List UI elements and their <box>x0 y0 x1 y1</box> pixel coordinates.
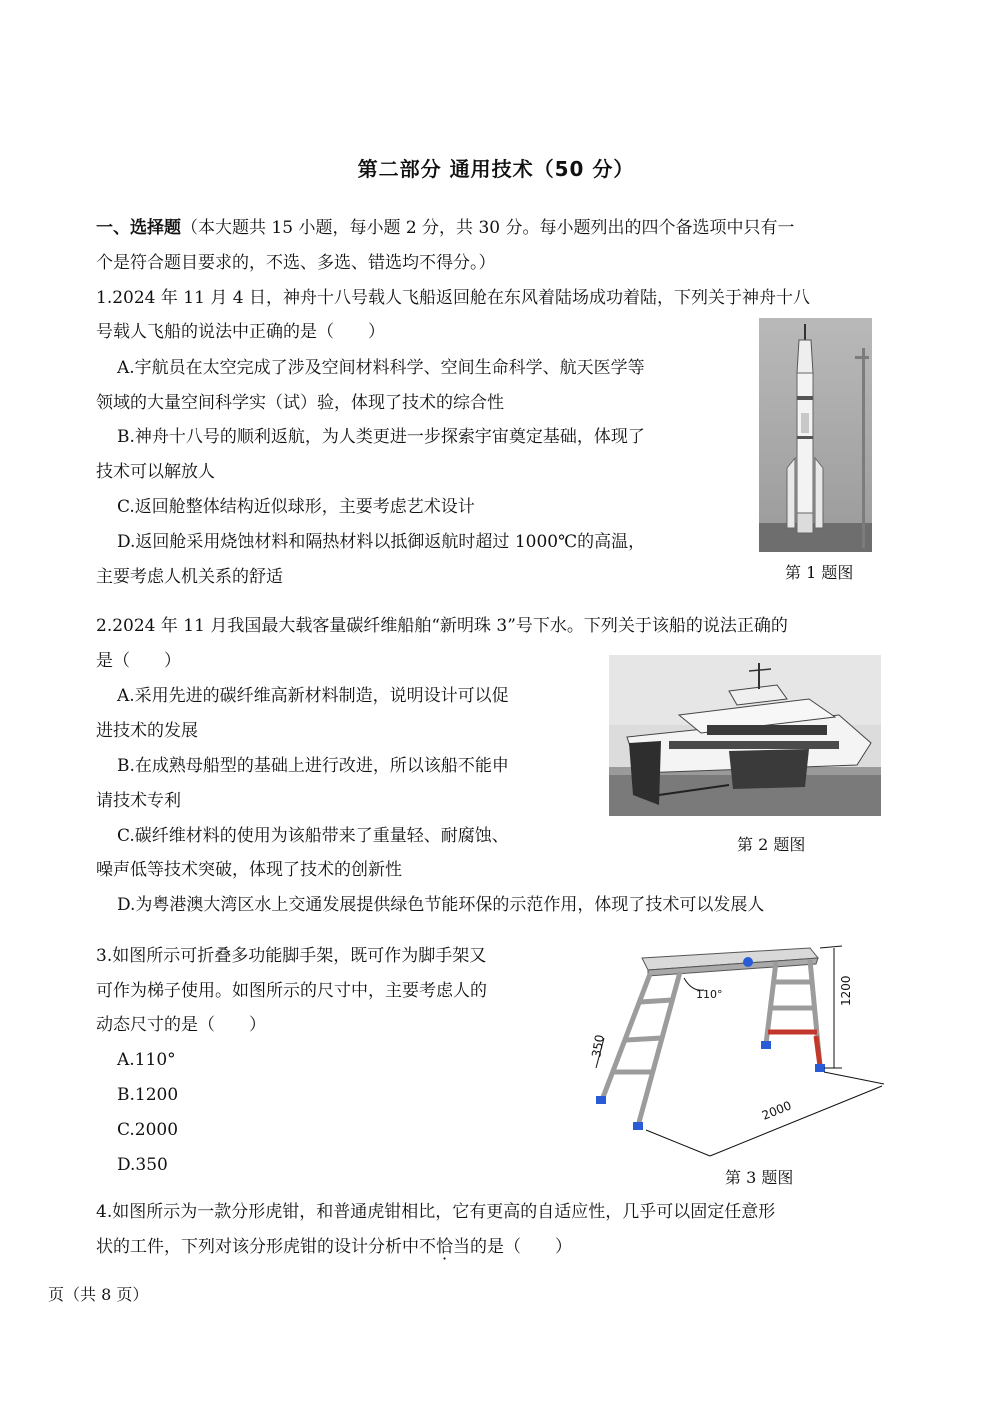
q2-option-b-2: 请技术专利 <box>96 791 181 811</box>
q1-stem-2: 号载人飞船的说法中正确的是（ ） <box>96 322 385 342</box>
page-footer: 页（共 8 页） <box>48 1285 149 1304</box>
section-heading: 一、选择题 <box>96 218 181 238</box>
q4-stem-2 <box>96 1235 572 1259</box>
scaffold-figure <box>580 940 890 1162</box>
q1-option-b-1: B.神舟十八号的顺利返航，为人类更进一步探索宇宙奠定基础，体现了 <box>117 427 645 447</box>
dimension-angle-label: 110° <box>696 988 723 1001</box>
q2-stem-2: 是（ ） <box>96 651 181 671</box>
q4-stem-2-part-1: 状的工件，下列对该分形虎钳的设计分析中 <box>96 1237 419 1257</box>
q3-stem-3: 动态尺寸的是（ ） <box>96 1015 266 1035</box>
q1-option-d-2: 主要考虑人机关系的舒适 <box>96 567 283 587</box>
q2-stem-1: 2.2024 年 11 月我国最大载客量碳纤维船舶“新明珠 3”号下水。下列关于该船的说法正确的 <box>96 616 788 636</box>
q4-emphasis-text: 不恰当 <box>419 1237 470 1257</box>
q1-figure-caption: 第 1 题图 <box>785 563 854 582</box>
page-title: 第二部分 通用技术（50 分） <box>357 157 635 181</box>
section-intro-text: （本大题共 15 小题，每小题 2 分，共 30 分。每小题列出的四个备选项中只有一 <box>181 218 795 238</box>
q3-stem-2: 可作为梯子使用。如图所示的尺寸中，主要考虑人的 <box>96 981 487 1001</box>
ship-figure <box>609 655 881 816</box>
q1-option-d-1: D.返回舱采用烧蚀材料和隔热材料以抵御返航时超过 1000℃的高温， <box>117 532 646 552</box>
dimension-height-label: 1200 <box>839 975 853 1006</box>
q2-option-b-1: B.在成熟母船型的基础上进行改进，所以该船不能申 <box>117 756 509 776</box>
q1-option-a-2: 领域的大量空间科学实（试）验，体现了技术的综合性 <box>96 393 504 413</box>
section-intro-line-2: 个是符合题目要求的，不选、多选、错选均不得分。） <box>96 253 496 273</box>
dimension-length-label: 2000 <box>759 1098 794 1123</box>
q2-figure-caption: 第 2 题图 <box>737 835 806 854</box>
q3-stem-1: 3.如图所示可折叠多功能脚手架，既可作为脚手架又 <box>96 946 487 966</box>
q1-option-c: C.返回舱整体结构近似球形，主要考虑艺术设计 <box>117 497 475 517</box>
q1-option-b-2: 技术可以解放人 <box>96 462 215 482</box>
section-intro-line-1 <box>96 216 795 240</box>
rocket-figure <box>759 318 872 552</box>
q2-option-c-2: 噪声低等技术突破，体现了技术的创新性 <box>96 860 402 880</box>
q3-option-d: D.350 <box>117 1155 168 1175</box>
q3-option-c: C.2000 <box>117 1120 179 1140</box>
q4-stem-2-part-3: 的是（ ） <box>470 1237 572 1257</box>
q2-option-d: D.为粤港澳大湾区水上交通发展提供绿色节能环保的示范作用，体现了技术可以发展人 <box>117 895 765 915</box>
q2-option-a-2: 进技术的发展 <box>96 721 198 741</box>
q1-option-a-1: A.宇航员在太空完成了涉及空间材料科学、空间生命科学、航天医学等 <box>117 358 645 378</box>
q3-option-b: B.1200 <box>117 1085 179 1105</box>
q3-figure-caption: 第 3 题图 <box>725 1168 794 1187</box>
q1-stem-1: 1.2024 年 11 月 4 日，神舟十八号载人飞船返回舱在东风着陆场成功着陆，下列关于神舟十八 <box>96 288 810 308</box>
q4-stem-1: 4.如图所示为一款分形虎钳，和普通虎钳相比，它有更高的自适应性，几乎可以固定任意形 <box>96 1202 776 1222</box>
q2-option-c-1: C.碳纤维材料的使用为该船带来了重量轻、耐腐蚀、 <box>117 826 509 846</box>
q2-option-a-1: A.采用先进的碳纤维高新材料制造，说明设计可以促 <box>117 686 509 706</box>
dimension-step-label: 350 <box>589 1033 607 1059</box>
q3-option-a: A.110° <box>117 1050 176 1070</box>
